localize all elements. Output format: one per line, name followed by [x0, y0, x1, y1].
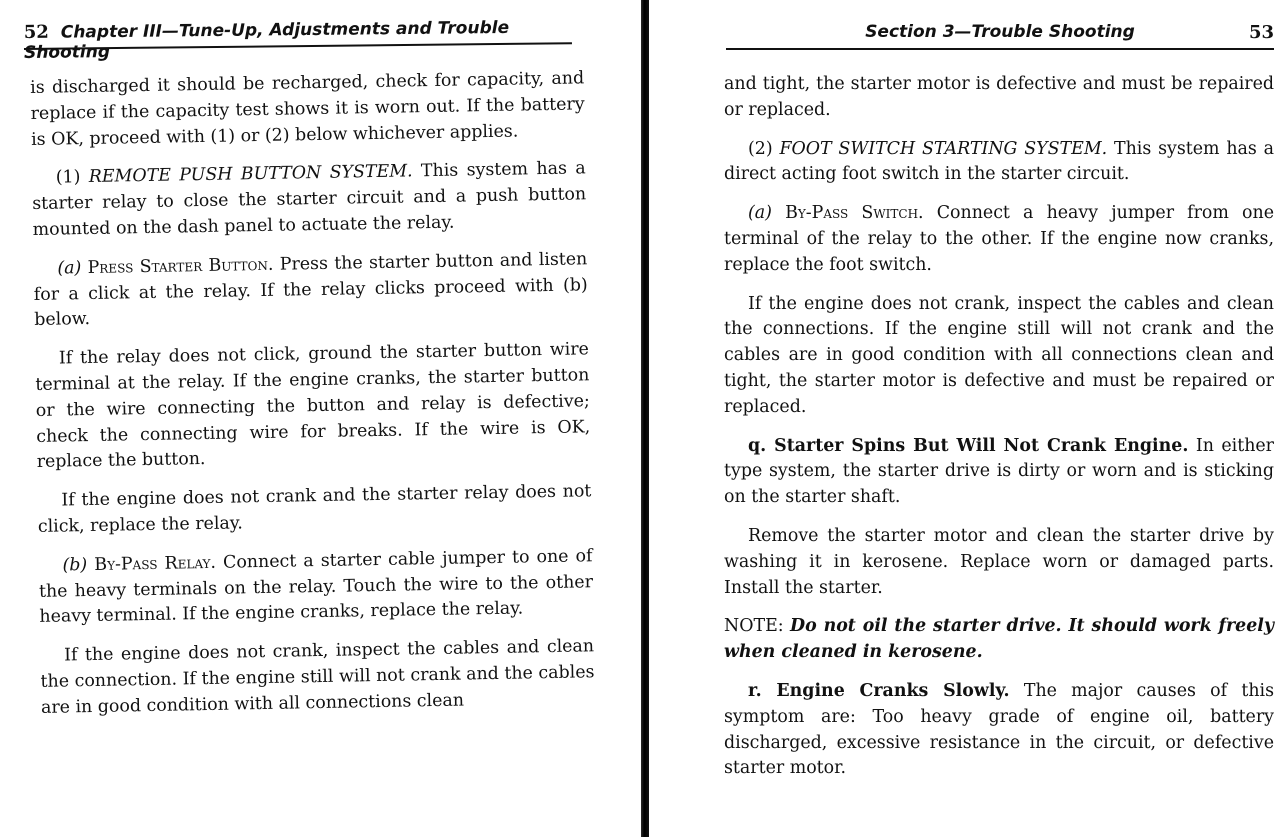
item-number: (b): [62, 554, 95, 576]
item-number: (a): [57, 257, 88, 279]
book-gutter: [641, 0, 649, 837]
step-heading: Press Starter Button.: [87, 254, 274, 278]
right-page: [650, 0, 1280, 837]
paragraph-text: This system has a starter relay to close the starter circuit and a push button mounted on the dash panel to actuate the relay.: [32, 158, 587, 240]
paragraph: [38, 544, 593, 631]
right-page-body: [724, 72, 1274, 795]
paragraph: If the engine does not crank, inspect the cables and clean the connections. If the engine still will not crank and the cables are in good condition with all connections clean and tight, the starter motor is defective and must be repaired or replaced.: [724, 293, 1274, 417]
right-page-header: [726, 22, 1274, 50]
paragraph: If the engine does not crank and the starter relay does not click, replace the relay.: [37, 481, 592, 537]
paragraph-text: Press the starter button and listen for a click at the relay. If the relay clicks proceed with (b) below.: [33, 249, 588, 331]
paragraph: Remove the starter motor and clean the starter drive by washing it in kerosene. Replace worn or damaged parts. Install the starter.: [724, 525, 1274, 598]
left-page-header: [23, 16, 572, 63]
paragraph: [724, 434, 1274, 511]
paragraph-text: Connect a heavy jumper from one terminal of the relay to the other. If the engine now cranks, replace the foot switch.: [724, 203, 1274, 275]
paragraph-text: Connect a starter cable jumper to one of the heavy terminals on the relay. Touch the wire to the other heavy terminal. If the engine cranks, replace the relay.: [38, 546, 594, 628]
item-number: (2): [748, 138, 780, 159]
topic-heading: q. Starter Spins But Will Not Crank Engine.: [748, 435, 1189, 456]
right-header-title: Section 3—Trouble Shooting: [865, 22, 1135, 42]
paragraph-text: This system has a direct acting foot switch in the starter circuit.: [724, 138, 1274, 185]
right-page-number: 53: [1248, 22, 1274, 43]
paragraph: [724, 137, 1274, 189]
paragraph: [33, 247, 588, 334]
left-page-number: 52: [23, 21, 49, 44]
item-number: (1): [55, 167, 89, 188]
note: [724, 614, 1274, 666]
paragraph-text: In either type system, the starter drive is dirty or worn and is sticking on the starter shaft.: [724, 435, 1274, 508]
left-page-body: [30, 66, 595, 734]
note-text: Do not oil the starter drive. It should work freely when cleaned in kerosene.: [724, 616, 1275, 663]
paragraph: [724, 679, 1274, 782]
paragraph: [724, 201, 1274, 278]
section-heading: FOOT SWITCH STARTING SYSTEM.: [779, 138, 1108, 159]
step-heading: By-Pass Relay.: [94, 552, 217, 575]
paragraph: [32, 157, 587, 244]
note-label: NOTE:: [724, 616, 790, 637]
paragraph: If the engine does not crank, inspect the cables and clean the connection. If the engine still will not crank and the cables are in good condition with all connections clean: [40, 636, 595, 718]
paragraph: and tight, the starter motor is defective and must be repaired or replaced.: [724, 74, 1274, 120]
paragraph: If the relay does not click, ground the starter button wire terminal at the relay. If the engine cranks, the starter button or the wire connecting the button and relay is defective; check the connecting wire for breaks. If the wire is OK, replace the button.: [35, 339, 591, 473]
paragraph-text: The major causes of this symptom are: Too heavy grade of engine oil, battery discharged, excessive resistance in the circuit, or defective starter motor.: [724, 680, 1275, 779]
topic-heading: r. Engine Cranks Slowly.: [748, 680, 1010, 701]
section-heading: REMOTE PUSH BUTTON SYSTEM.: [88, 161, 413, 188]
step-heading: By-Pass Switch.: [785, 203, 924, 224]
item-number: (a): [748, 203, 786, 224]
paragraph: is discharged it should be recharged, check for capacity, and replace if the capacity test shows it is worn out. If the battery is OK, proceed with (1) or (2) below whichever applies.: [30, 68, 585, 150]
left-header-title: Chapter III—Tune-Up, Adjustments and Trouble Shooting: [23, 17, 510, 63]
